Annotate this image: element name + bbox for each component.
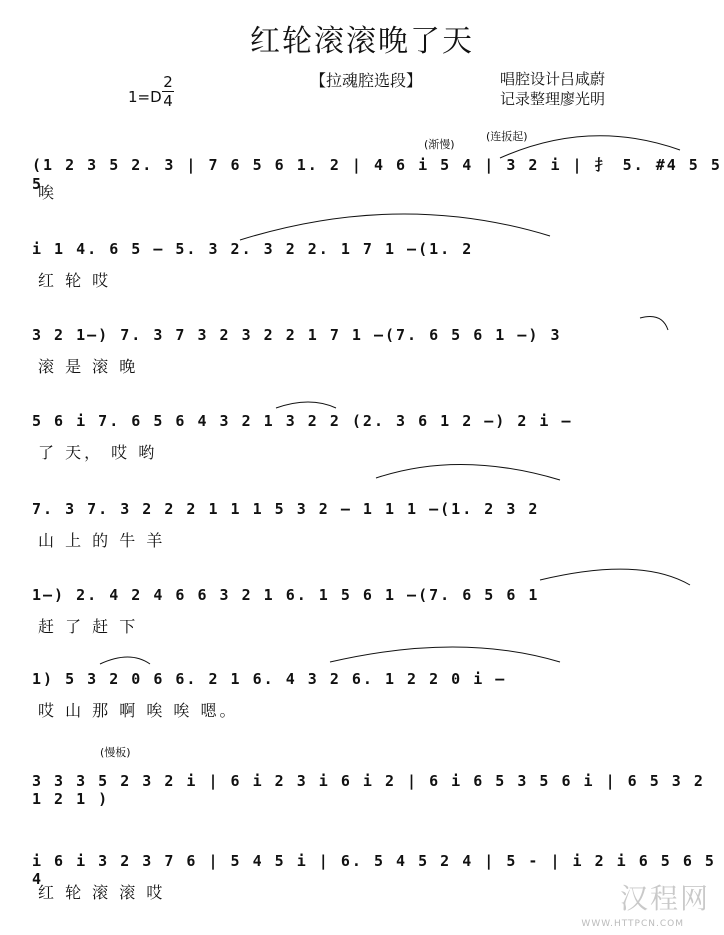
meter-numerator: 2 [163,73,173,91]
credit-transcriber: 记录整理廖光明 [500,90,606,108]
song-title: 红轮滚滚晚了天 [250,24,474,59]
lyric-line: 赶 了 赶 下 [38,617,139,636]
meter-denominator: 4 [163,92,173,110]
credit-composer: 唱腔设计吕咸蔚 [500,70,606,88]
notation-line: i 1 4. 6 5 — 5. 3 2. 3 2 2. 1 7 1 —(1. 2 [32,240,474,258]
lyric-line: 山 上 的 牛 羊 [38,531,166,550]
lyric-line: 哎 山 那 啊 唉 唉 嗯。 [38,701,239,720]
watermark-logo: 汉程网 [619,882,710,915]
tempo-annotation: (渐慢) [424,138,455,151]
lyric-line: 滚 是 滚 晚 [38,357,139,376]
notation-line: i 6 i 3 2 3 7 6 | 5 4 5 i | 6. 5 4 5 2 4 | 5 - | i 2 i 6 5 6 5 4 [32,852,716,888]
notation-line: 1—) 2. 4 2 4 6 6 3 2 1 6. 1 5 6 1 —(7. 6 5 6 1 [32,586,540,604]
performance-annotation: (连扳起) [486,130,528,143]
notation-line: 1) 5 3 2 0 6 6. 2 1 6. 4 3 2 6. 1 2 2 0 i — [32,670,507,688]
watermark-url: WWW.HTTPCN.COM [581,919,684,929]
lyric-line: 红 轮 哎 [38,271,112,290]
lyric-line: 唉 [38,183,58,202]
lyric-line: 了 天， 哎 哟 [38,443,158,462]
key-signature: 1=D [128,88,162,106]
notation-line: 7. 3 7. 3 2 2 2 1 1 1 5 3 2 — 1 1 1 —(1. 2 3 2 [32,500,540,518]
notation-line: 3 2 1—) 7. 3 7 3 2 3 2 2 1 7 1 —(7. 6 5 6 1 —) 3 [32,326,562,344]
lyric-line: 红 轮 滚 滚 哎 [38,883,166,902]
tempo-annotation: (慢板) [100,746,131,759]
notation-line: (1 2 3 5 2. 3 | 7 6 5 6 1. 2 | 4 6 i 5 4 | 3 2 i | ⺘ 5. #4 5 5 5 [32,156,722,193]
notation-line: 5 6 i 7. 6 5 6 4 3 2 1 3 2 2 (2. 3 6 1 2 —) 2 i — [32,412,573,430]
section-label: 【拉魂腔选段】 [310,71,423,90]
notation-line: 3 3 3 5 2 3 2 i | 6 i 2 3 i 6 i 2 | 6 i 6 5 3 5 6 i | 6 5 3 2 1 2 1 ) [32,772,705,808]
